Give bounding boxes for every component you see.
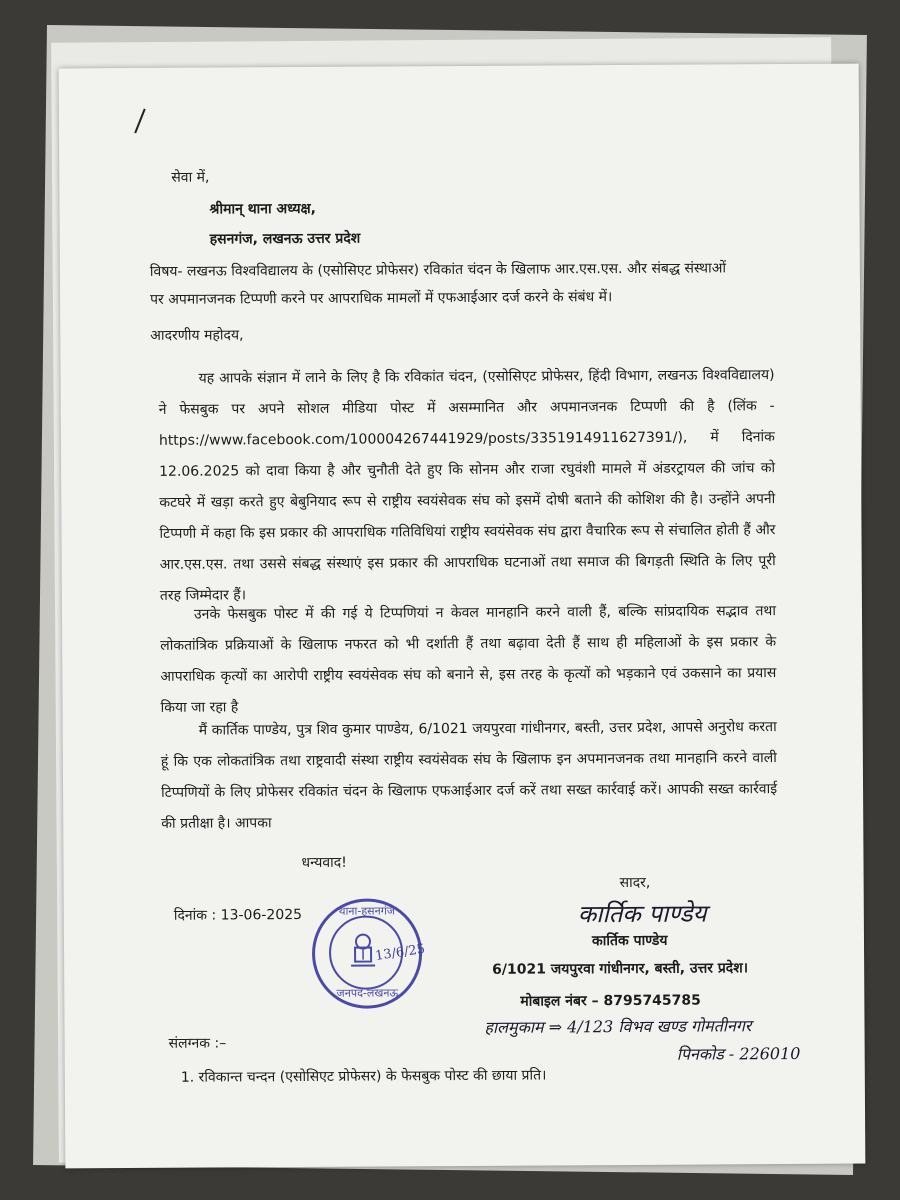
handwritten-signature: कार्तिक पाण्डेय xyxy=(577,899,707,929)
recipient-line2: हसनगंज, लखनऊ उत्तर प्रदेश xyxy=(209,230,361,248)
recipient-line1: श्रीमान् थाना अध्यक्ष, xyxy=(209,200,317,218)
attachment-item-1: 1. रविकान्त चन्दन (एसोसिएट प्रोफेसर) के फेसबुक पोस्ट की छाया प्रति। xyxy=(180,1067,547,1086)
regards: सादर, xyxy=(619,874,651,892)
subject-line2: पर अपमानजनक टिप्पणी करने पर आपराधिक मामलों में एफआईआर दर्ज करने के संबंध में। xyxy=(150,289,613,308)
police-station-stamp xyxy=(312,898,427,1009)
attachments-heading: संलग्नक :– xyxy=(168,1035,227,1052)
letter-date: दिनांक : 13-06-2025 xyxy=(173,906,303,924)
paragraph-1: यह आपके संज्ञान में लाने के लिए है कि रविकांत चंदन, (एसोसिएट प्रोफेसर, हिंदी विभाग, लखनऊ विश्वविद्यालय) ने फेसबुक पर अपने सोशल मीडिया पोस्ट में असम्मानित और अपमानजनक टिप्पणी की है (लिंक - https://www.facebook.com/100004267441929/posts/3351914911627391/), में दिनांक 12.06.2025 को दावा किया है और चुनौती देते हुए कि सोनम और राजा रघुवंशी मामले में अंडरट्रायल की जांच को कटघरे में खड़ा करते हुए बेबुनियाद रूप से राष्ट्रीय स्वयंसेवक संघ को इसमें दोषी बताने की कोशिश की है। उन्होंने अपनी टिप्पणी में कहा कि इस प्रकार की आपराधिक गतिविधियां राष्ट्रीय स्वयंसेवक संघ द्वारा वैचारिक रूप से संचालित होती हैं और आर.एस.एस. तथा उससे संबद्ध संस्थाएं इस प्रकार की आपराधिक घटनाओं तथा समाज की बिगड़ती स्थिति के लिए पूरी तरह जिम्मेदार हैं। xyxy=(158,367,776,604)
salutation: सेवा में, xyxy=(171,169,210,186)
pen-mark xyxy=(134,109,145,134)
subject-line1: विषय- लखनऊ विश्वविद्यालय के (एसोसिएट प्रोफेसर) रविकांत चंदन के खिलाफ आर.एस.एस. और संबद्ध संस्थाओं xyxy=(149,260,727,280)
handwritten-address-line2: पिनकोड - 226010 xyxy=(676,1043,801,1064)
paragraph-3: मैं कार्तिक पाण्डेय, पुत्र शिव कुमार पाण्डेय, 6/1021 जयपुरवा गांधीनगर, बस्ती, उत्तर प्रदेश, आपसे अनुरोध करता हूं कि एक लोकतांत्रिक तथा राष्ट्रवादी संस्था राष्ट्रीय स्वयंसेवक संघ के खिलाफ इन अपमानजनक तथा मानहानि करने वाली टिप्पणियों के लिए प्रोफेसर रविकांत चंदन के खिलाफ एफआईआर दर्ज करें तथा सख्त कार्रवाई करें। आपकी सख्त कार्रवाई की प्रतीक्षा है। आपका xyxy=(160,719,778,832)
stamp-date: 13/6/25 xyxy=(374,941,427,964)
thanks: धन्यवाद! xyxy=(301,854,347,871)
stamp-top-text: थाना-हसनगंज xyxy=(338,904,396,918)
signer-mobile: मोबाइल नंबर – 8795745785 xyxy=(520,992,701,1010)
greeting: आदरणीय महोदय, xyxy=(150,327,244,344)
signer-name: कार्तिक पाण्डेय xyxy=(591,932,668,950)
signer-address: 6/1021 जयपुरवा गांधीनगर, बस्ती, उत्तर प्रदेश। xyxy=(492,960,749,978)
paragraph-2: उनके फेसबुक पोस्ट में की गई ये टिप्पणियां न केवल मानहानि करने वाली हैं, बल्कि सांप्रदायिक सद्भाव तथा लोकतांत्रिक प्रक्रियाओं के खिलाफ नफरत को भी दर्शाती हैं तथा बढ़ावा देती हैं साथ ही महिलाओं के इस प्रकार के आपराधिक कृत्यों का आरोपी राष्ट्रीय स्वयंसेवक संघ को बनाने से, इस तरह के कृत्यों को भड़काने एवं उकसाने का प्रयास किया जा रहा है xyxy=(160,603,777,716)
handwritten-address-line1: हालमुकाम ⇒ 4/123 विभव खण्ड गोमतीनगर xyxy=(484,1016,752,1037)
stamp-bottom-text: जनपद-लखनऊ xyxy=(336,986,399,1000)
letter-page xyxy=(59,64,866,1169)
